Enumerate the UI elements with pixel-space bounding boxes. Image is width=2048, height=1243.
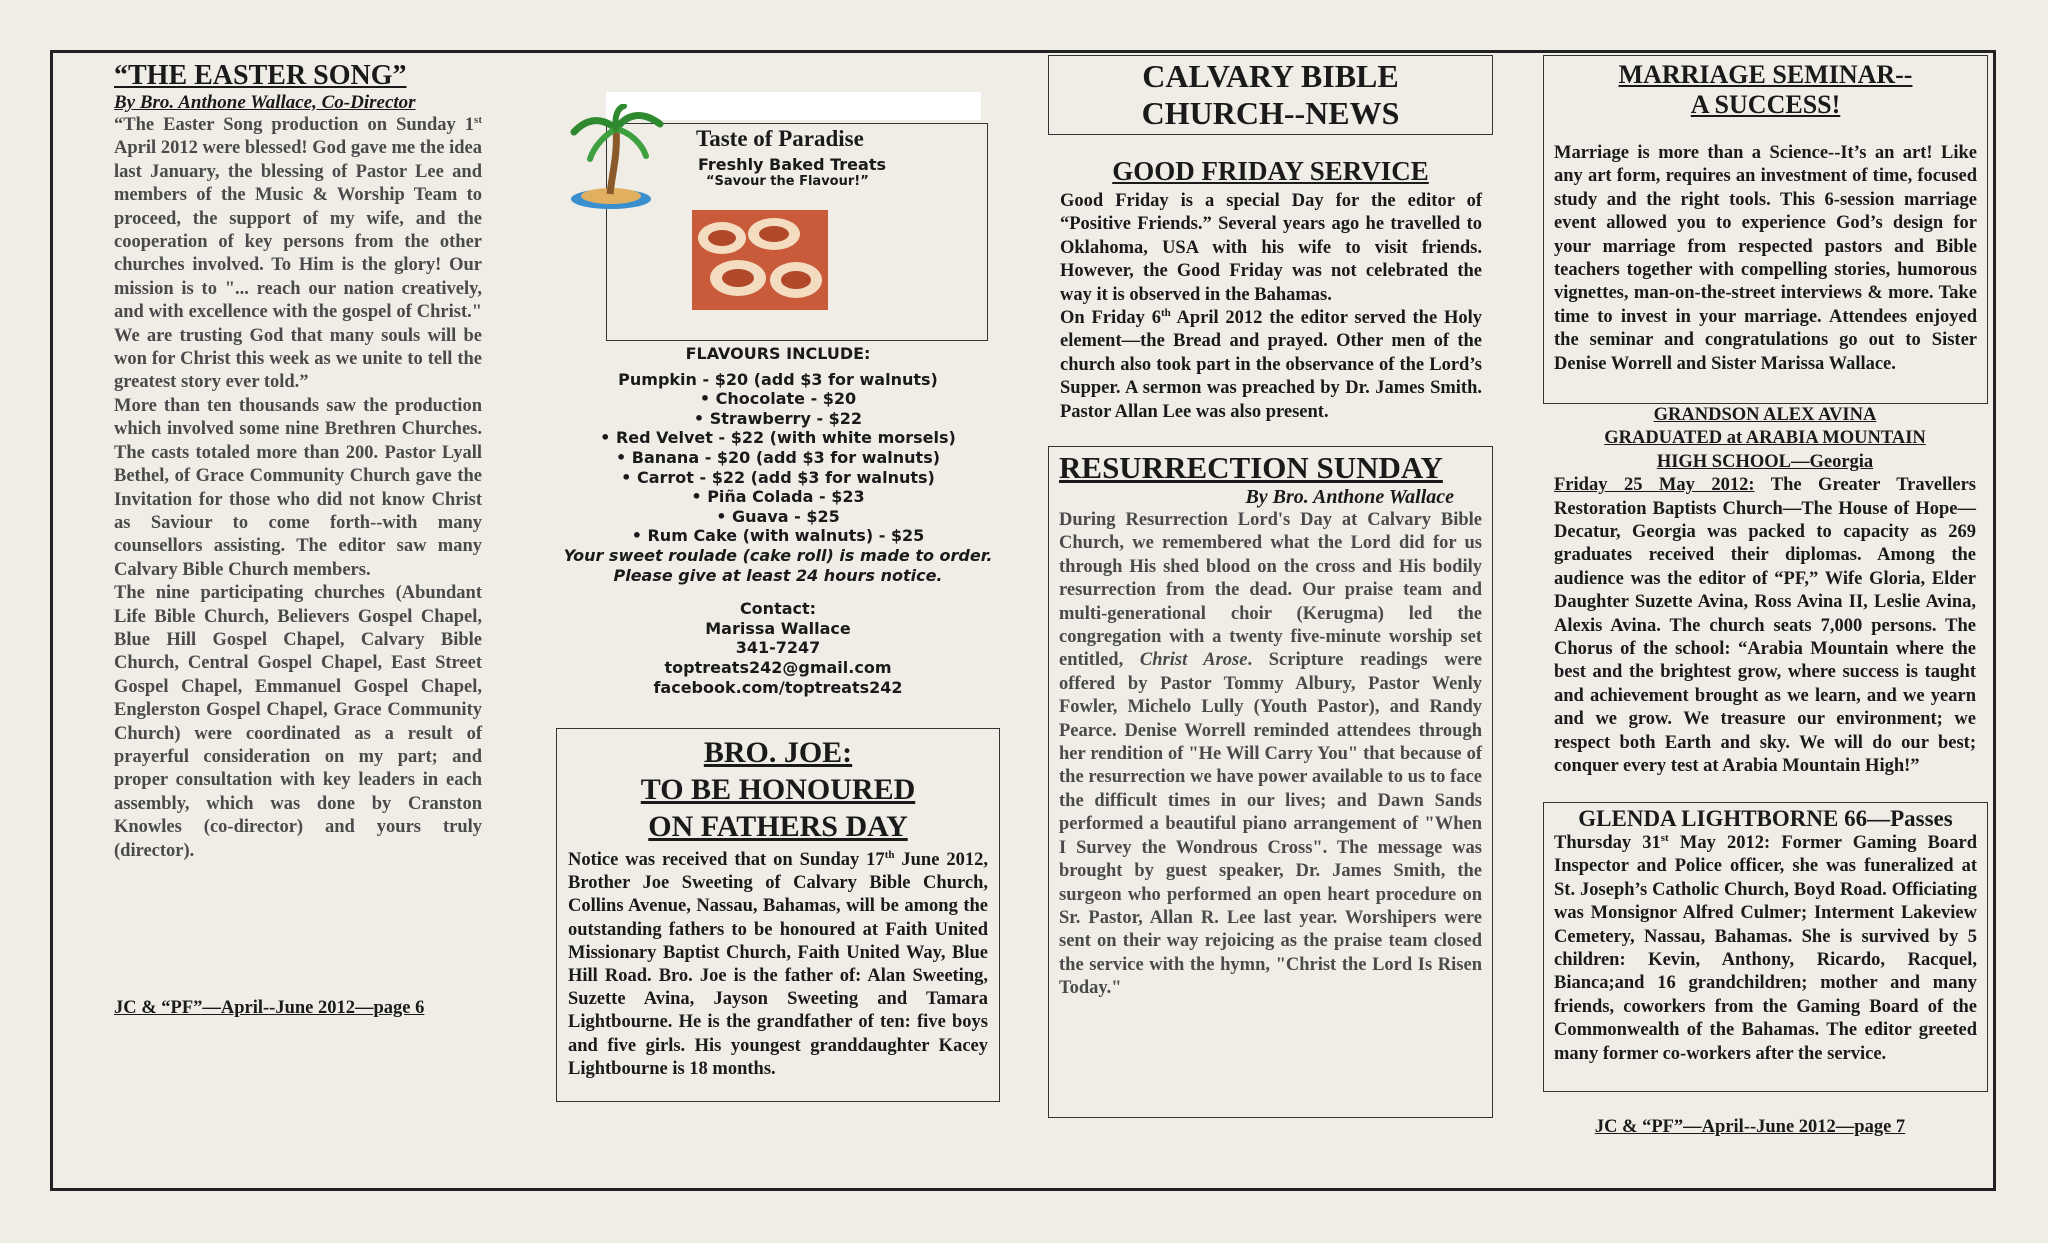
glenda-body-end: May 2012: Former Gaming Board Inspector and Police officer, she was funeralized at St. Joseph’s Catholic Church, Boyd Road. Officiating was Monsignor Alfred Culmer; Interment Lakeview Cemetery, Nassau, Bahamas. She is survived by 5 children: Kevin, Anthony, Ricardo, Racquel, Bianca;and 16 grandchildren; mother and many friends, coworkers from the Gaming Board of the Commonwealth of the Bahamas. The editor greeted many former co-workers after the service. bbox=[1554, 833, 1977, 1064]
easter-p1-start: “The Easter Song production on Sunday 1 bbox=[114, 115, 475, 135]
graduation-head-3: HIGH SCHOOL—Georgia bbox=[1656, 451, 1874, 472]
good-friday-paragraph-1: Good Friday is a special Day for the editor of “Positive Friends.” Several years ago he travelled to Oklahoma, USA with his wife to visit friends. However, the Good Friday was not celebrated the way it is observed in the Bahamas. bbox=[1060, 191, 1482, 305]
flavour-item: • Strawberry - $22 bbox=[693, 408, 863, 428]
res-body-end: . Scripture readings were offered by Pastor Tommy Albury, Pastor Wenly Fowler, Michelo Lully (Youth Pastor), and Randy Pearce. Denise Worrell reminded attendees through her rendition of "He Will Carry You" that because of the resurrection we have power available to us to face the difficult times in our lives; and Dawn Sands performed a beautiful piano arrangement of "When I Survey the Wondrous Cross". The message was brought by guest speaker, Dr. James Smith, the surgeon who performed an open heart procedure on Sr. Pastor, Allan R. Lee last year. Worshipers were sent on their way rejoicing as the praise team closed the service with the hymn, "Christ the Lord Is Risen Today." bbox=[1059, 650, 1482, 999]
glenda-obituary-article bbox=[1543, 802, 1988, 1092]
flavour-item: • Rum Cake (with walnuts) - $25 bbox=[631, 526, 925, 546]
flavour-item: • Banana - $20 (add $3 for walnuts) bbox=[615, 447, 941, 467]
easter-song-article bbox=[114, 60, 482, 863]
contact-phone: 341-7247 bbox=[735, 638, 821, 658]
gf-p2-sup: th bbox=[1160, 306, 1171, 319]
graduation-date: Friday 25 May 2012: bbox=[1554, 475, 1755, 496]
joe-body bbox=[568, 849, 988, 1081]
glenda-body bbox=[1554, 832, 1977, 1066]
gf-p2-end: April 2012 the editor served the Holy element—the Bread and prayed. Other men of the church also took part in the observance of the Lord’s Supper. A sermon was preached by Dr. James Smith. Pastor Allan Lee was also present. bbox=[1060, 308, 1482, 422]
cake-roll-image bbox=[692, 210, 828, 310]
resurrection-title: RESURRECTION SUNDAY bbox=[1059, 450, 1443, 485]
good-friday-title: GOOD FRIDAY SERVICE bbox=[1112, 156, 1429, 186]
marriage-body: Marriage is more than a Science--It’s an art! Like any art form, requires an investment of time, focused study and the right tools. This 6-session marriage event allowed you to experience God’s design for your marriage from respected pastors and Bible teachers together with compelling stories, humorous vignettes, man-on-the-street interviews & more. Take time to invest in your marriage. Attendees enjoyed the seminar and congratulations go out to Sister Denise Worrell and Sister Marissa Wallace. bbox=[1554, 143, 1977, 374]
good-friday-paragraph-2 bbox=[1060, 307, 1482, 424]
res-body-start: During Resurrection Lord's Day at Calvary Bible Church, we remembered what the Lord did for us through His shed blood on the cross and His bodily resurrection from the dead. Our praise team and multi-generational choir (Kerugma) led the congregation with a twenty five-minute worship set entitled, bbox=[1059, 510, 1482, 671]
graduation-text: The Greater Travellers Restoration Baptists Church—The House of Hope—Decatur, Georgia was packed to capacity as 269 graduates received their diplomas. Among the audience was the editor of “PF,” Wife Gloria, Elder Daughter Suzette Avina, Ross Avina II, Leslie Avina, Alexis Avina. The church seats 7,000 persons. The Chorus of the school: “Arabia Mountain where the best and the brightest grow, where success is taught and achievement brought as we learn, and we yearn and we grow. We treasure our environment; we respect both Earth and sky. We will do our best; conquer every test at Arabia Mountain High!” bbox=[1554, 475, 1976, 777]
contact-email: toptreats242@gmail.com bbox=[664, 657, 892, 677]
easter-song-paragraph-1 bbox=[114, 114, 482, 395]
graduation-article bbox=[1554, 404, 1976, 779]
graduation-head-2: GRADUATED at ARABIA MOUNTAIN bbox=[1604, 428, 1926, 449]
easter-p1-sup: st bbox=[474, 113, 482, 126]
graduation-head-1: GRANDSON ALEX AVINA bbox=[1653, 405, 1877, 425]
flavour-item: Pumpkin - $20 (add $3 for walnuts) bbox=[618, 369, 938, 389]
flavour-item: • Guava - $25 bbox=[716, 506, 840, 526]
masthead-line-2: CHURCH--NEWS bbox=[1141, 95, 1400, 131]
gf-p2-start: On Friday 6 bbox=[1060, 308, 1161, 329]
flavour-item: • Piña Colada - $23 bbox=[691, 487, 865, 507]
easter-song-title: “THE EASTER SONG” bbox=[114, 60, 407, 91]
glenda-body-sup: st bbox=[1660, 831, 1669, 844]
ad-flavours-list bbox=[560, 344, 996, 697]
page-footer-left: JC & “PF”—April--June 2012—page 6 bbox=[114, 998, 425, 1018]
ad-subtitle: Freshly Baked Treats bbox=[698, 155, 886, 174]
marriage-seminar-article bbox=[1543, 55, 1988, 404]
flavour-item: • Red Velvet - $22 (with white morsels) bbox=[600, 428, 956, 448]
contact-heading: Contact: bbox=[739, 599, 817, 619]
page-footer-right: JC & “PF”—April--June 2012—page 7 bbox=[1594, 1117, 1906, 1137]
marriage-title-line-2: A SUCCESS! bbox=[1690, 90, 1841, 119]
ad-tagline: “Savour the Flavour!” bbox=[706, 174, 869, 189]
resurrection-sunday-article bbox=[1048, 446, 1493, 1118]
ad-order-note: Your sweet roulade (cake roll) is made to order. bbox=[563, 545, 993, 565]
glenda-title: GLENDA LIGHTBORNE 66—Passes bbox=[1578, 806, 1953, 831]
joe-body-start: Notice was received that on Sunday 17 bbox=[568, 850, 885, 870]
joe-title-line-1: BRO. JOE: bbox=[703, 736, 853, 769]
easter-p1-end: April 2012 were blessed! God gave me the idea last January, the blessing of Pastor Lee and members of the Music & Worship Team to proceed, the support of my wife, and the cooperation of key persons from the other churches involved. To Him is the glory! Our mission is to "... reach our nation creatively, and with excellence with the gospel of Christ." We are trusting God that many souls will be won for Christ this week as we unite to tell the greatest story ever told.” bbox=[114, 138, 482, 393]
contact-facebook: facebook.com/toptreats242 bbox=[653, 677, 903, 697]
joe-title-line-3: ON FATHERS DAY bbox=[648, 810, 908, 843]
graduation-body bbox=[1554, 474, 1976, 778]
easter-song-paragraph-2: More than ten thousands saw the production which involved some nine Brethren Churches. The casts totaled more than 200. Pastor Lyall Bethel, of Grace Community Church gave the Invitation for those who did not know Christ as Saviour to come forth--with many counsellors assisting. The editor saw many Calvary Bible Church members. bbox=[114, 395, 482, 580]
ad-title: Taste of Paradise bbox=[696, 126, 864, 151]
easter-song-byline: By Bro. Anthone Wallace, Co-Director bbox=[114, 92, 416, 113]
newsletter-masthead bbox=[1048, 55, 1493, 135]
res-body-italic: Christ Arose bbox=[1139, 650, 1248, 671]
glenda-body-start: Thursday 31 bbox=[1554, 833, 1661, 853]
flavour-item: • Carrot - $22 (add $3 for walnuts) bbox=[621, 467, 935, 487]
good-friday-article bbox=[1060, 190, 1482, 424]
contact-name: Marissa Wallace bbox=[705, 618, 851, 638]
palm-tree-icon bbox=[566, 104, 666, 214]
resurrection-byline: By Bro. Anthone Wallace bbox=[1245, 486, 1454, 508]
resurrection-body bbox=[1059, 509, 1482, 1001]
joe-title-line-2: TO BE HONOURED bbox=[640, 773, 916, 806]
marriage-title-line-1: MARRIAGE SEMINAR-- bbox=[1618, 60, 1913, 89]
easter-song-paragraph-3: The nine participating churches (Abundant Life Bible Church, Believers Gospel Chapel, Blue Hill Gospel Chapel, Calvary Bible Church, Central Gospel Chapel, East Street Gospel Chapel, Emmanuel Gospel Chapel, Englerston Gospel Chapel, Grace Community Church) were coordinated as a result of prayerful consideration on my part; and proper consultation with key leaders in each assembly, which was done by Cranston Knowles (co-director) and yours truly (director). bbox=[114, 583, 482, 861]
masthead-line-1: CALVARY BIBLE bbox=[1142, 58, 1399, 94]
joe-body-sup: th bbox=[884, 848, 895, 861]
joe-body-end: June 2012, Brother Joe Sweeting of Calvary Bible Church, Collins Avenue, Nassau, Bahamas, will be among the outstanding fathers to be honoured at Faith United Missionary Baptist Church, Faith United Way, Blue Hill Road. Bro. Joe is the father of: Alan Sweeting, Suzette Avina, Jayson Sweeting and Tamara Lightbourne. He is the grandfather of ten: five boys and five girls. His youngest granddaughter Kacey Lightbourne is 18 months. bbox=[568, 850, 988, 1079]
ad-notice-note: Please give at least 24 hours notice. bbox=[613, 565, 943, 585]
flavour-item: • Chocolate - $20 bbox=[699, 389, 857, 409]
flavours-heading: FLAVOURS INCLUDE: bbox=[685, 344, 871, 363]
bro-joe-article bbox=[556, 728, 1000, 1102]
